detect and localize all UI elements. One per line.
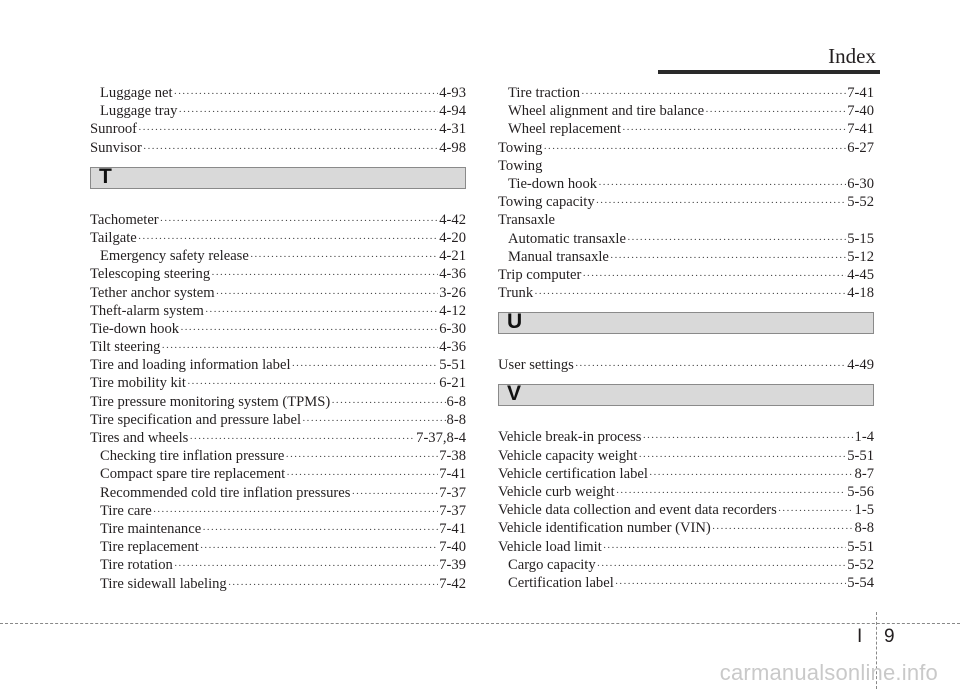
index-entry-page: 7-37 xyxy=(439,484,466,501)
index-entry-page: 7-42 xyxy=(439,575,466,592)
index-entry-label: Tachometer xyxy=(90,211,159,228)
dot-leader xyxy=(603,539,846,557)
index-entry-label: User settings xyxy=(498,357,574,374)
index-entry-label: Tie-down hook xyxy=(508,175,598,192)
index-entry xyxy=(90,120,466,138)
index-entry-page: 5-51 xyxy=(847,447,874,464)
index-entry-page: 6-21 xyxy=(439,375,466,392)
index-entry-label: Vehicle identification number (VIN) xyxy=(498,520,711,537)
index-entry-page: 4-20 xyxy=(439,229,466,246)
index-entry-page: 7-41 xyxy=(847,121,874,138)
index-column-left xyxy=(90,84,466,593)
dot-leader xyxy=(638,448,846,466)
index-entry xyxy=(90,338,466,356)
index-entry-label: Wheel alignment and tire balance xyxy=(508,103,705,120)
dot-leader xyxy=(174,557,438,575)
index-entry-page: 1-4 xyxy=(854,429,874,446)
index-entry-label: Telescoping steering xyxy=(90,266,211,283)
dot-leader xyxy=(649,466,854,484)
index-entry-page: 5-54 xyxy=(847,574,874,591)
index-entry xyxy=(498,465,874,483)
index-entry-page: 3-26 xyxy=(439,284,466,301)
dot-leader xyxy=(180,321,438,339)
index-entry-label: Vehicle data collection and event data recorders xyxy=(498,502,777,519)
index-entry-label: Cargo capacity xyxy=(508,556,596,573)
index-entry-label: Emergency safety release xyxy=(100,248,249,265)
index-entry-label: Tether anchor system xyxy=(90,284,215,301)
index-entry-label: Luggage tray xyxy=(100,103,178,120)
dot-leader xyxy=(622,121,846,139)
index-entry-page: 7-37 xyxy=(439,502,466,519)
index-entry-label: Tire specification and pressure label xyxy=(90,411,302,428)
index-entry-label: Tires and wheels xyxy=(90,430,189,446)
index-entry-label: Manual transaxle xyxy=(508,248,609,265)
index-entry xyxy=(498,519,874,537)
index-entry-label: Trunk xyxy=(498,285,534,302)
index-entry xyxy=(90,229,466,247)
index-entry-page: 7-40 xyxy=(439,539,466,556)
dot-leader xyxy=(582,267,846,285)
footer-page-number: 9 xyxy=(884,626,895,647)
index-entry xyxy=(90,447,466,465)
index-entry xyxy=(90,265,466,283)
index-entry-page: 7-41 xyxy=(439,466,466,483)
index-entry xyxy=(498,139,874,157)
index-entry-label: Vehicle load limit xyxy=(498,538,602,555)
index-entry-page: 4-21 xyxy=(439,248,466,265)
index-entry-page: 5-52 xyxy=(847,194,874,211)
dot-leader xyxy=(189,430,415,448)
section-header-v xyxy=(498,384,874,406)
index-entry xyxy=(90,139,466,157)
index-column-right xyxy=(498,84,874,592)
dot-leader xyxy=(174,85,439,103)
index-entry xyxy=(90,465,466,483)
index-entry-label: Tailgate xyxy=(90,229,137,246)
index-entry-label: Sunroof xyxy=(90,121,138,138)
dot-leader xyxy=(202,521,438,539)
index-entry xyxy=(498,447,874,465)
index-entry-page: 1-5 xyxy=(854,502,874,519)
index-entry xyxy=(90,84,466,102)
index-entry-label: Towing capacity xyxy=(498,194,595,211)
footer-section-label: I xyxy=(857,626,863,647)
index-entry-label: Tire replacement xyxy=(100,539,199,556)
index-entry-label: Luggage net xyxy=(100,85,173,101)
dot-leader xyxy=(778,502,854,520)
dot-leader xyxy=(292,357,439,375)
page-header-title: Index xyxy=(828,44,876,68)
index-entry xyxy=(498,175,874,193)
index-entry xyxy=(498,284,874,302)
index-entry xyxy=(498,157,874,175)
index-entry xyxy=(90,556,466,574)
index-entry-page: 5-56 xyxy=(847,484,874,500)
index-entry-label: Theft-alarm system xyxy=(90,302,204,319)
index-entry xyxy=(90,393,466,411)
index-entry xyxy=(498,193,874,211)
index-entry-page: 4-36 xyxy=(439,266,466,283)
dot-leader xyxy=(161,339,438,357)
index-entry-label: Tire sidewall labeling xyxy=(100,575,227,592)
index-entry-label: Tire rotation xyxy=(100,557,173,574)
dot-leader xyxy=(331,394,445,412)
dot-leader xyxy=(597,557,847,575)
index-entry-label: Tire maintenance xyxy=(100,520,202,537)
index-entry xyxy=(90,302,466,320)
index-entry xyxy=(498,428,874,446)
index-entry-label: Vehicle break-in process xyxy=(498,429,642,446)
dot-leader xyxy=(200,539,438,557)
section-letter: T xyxy=(99,164,112,188)
index-entry-page: 6-30 xyxy=(847,175,874,192)
index-entry-page: 4-31 xyxy=(439,121,466,138)
index-entry-page: 5-15 xyxy=(847,230,874,247)
dot-leader xyxy=(642,429,853,447)
dot-leader xyxy=(615,575,846,593)
index-entry xyxy=(498,211,874,229)
index-entry xyxy=(498,538,874,556)
index-entry-label: Vehicle capacity weight xyxy=(498,447,638,464)
index-entry-label: Towing xyxy=(498,139,543,156)
index-entry xyxy=(90,411,466,429)
index-entry-label: Compact spare tire replacement xyxy=(100,466,286,483)
header-rule xyxy=(658,70,880,74)
index-entry-page: 4-18 xyxy=(847,285,874,302)
index-entry-label: Tie-down hook xyxy=(90,320,180,337)
index-entry-page: 6-27 xyxy=(847,139,874,156)
index-entry-label: Tire mobility kit xyxy=(90,375,186,392)
index-entry-label: Tire traction xyxy=(508,85,581,101)
dot-leader xyxy=(712,520,854,538)
index-entry xyxy=(90,429,466,447)
index-entry xyxy=(498,556,874,574)
index-entry xyxy=(90,247,466,265)
index-entry-page: 4-94 xyxy=(439,103,466,120)
index-entry-page: 8-8 xyxy=(854,520,874,537)
dot-leader xyxy=(581,85,846,103)
watermark: carmanualsonline.info xyxy=(719,660,938,685)
index-entry xyxy=(498,102,874,120)
index-entry-page: 8-8 xyxy=(446,411,466,428)
index-entry-page: 4-36 xyxy=(439,339,466,356)
index-entry xyxy=(90,502,466,520)
dot-leader xyxy=(143,140,438,158)
dot-leader xyxy=(187,375,438,393)
index-entry xyxy=(90,520,466,538)
index-entry-label: Vehicle curb weight xyxy=(498,484,615,500)
index-entry-page: 8-7 xyxy=(854,465,874,482)
index-entry-label: Certification label xyxy=(508,574,614,591)
section-letter: V xyxy=(507,382,522,406)
index-entry xyxy=(498,574,874,592)
index-entry-page: 7-41 xyxy=(439,520,466,537)
section-header-t xyxy=(90,164,466,189)
index-entry xyxy=(498,483,874,501)
index-entry-label: Tilt steering xyxy=(90,339,161,356)
dot-leader xyxy=(286,466,438,484)
index-entry-label: Towing xyxy=(498,157,543,174)
footer-divider xyxy=(0,623,960,624)
index-entry-label: Tire pressure monitoring system (TPMS) xyxy=(90,393,331,410)
index-entry-label: Checking tire inflation pressure xyxy=(100,448,285,465)
index-entry xyxy=(90,211,466,229)
index-entry-page: 4-42 xyxy=(439,211,466,228)
dot-leader xyxy=(250,248,438,266)
index-entry-page: 7-38 xyxy=(439,448,466,465)
index-entry-page: 4-45 xyxy=(847,266,874,283)
index-entry-label: Tire and loading information label xyxy=(90,357,291,374)
index-entry-label: Vehicle certification label xyxy=(498,465,648,482)
index-entry-page: 4-98 xyxy=(439,139,466,156)
index-entry-label: Transaxle xyxy=(498,212,556,229)
dot-leader xyxy=(228,576,439,594)
index-entry-page: 6-8 xyxy=(446,393,466,410)
index-entry xyxy=(498,84,874,102)
index-entry xyxy=(498,266,874,284)
dot-leader xyxy=(211,266,438,284)
index-entry xyxy=(90,374,466,392)
index-entry-page: 4-93 xyxy=(439,85,466,101)
index-entry-page: 6-30 xyxy=(439,320,466,337)
dot-leader xyxy=(543,140,846,158)
index-entry-page: 5-52 xyxy=(847,556,874,573)
index-entry-page: 7-40 xyxy=(847,103,874,120)
dot-leader xyxy=(627,231,846,249)
dot-leader xyxy=(138,121,438,139)
dot-leader xyxy=(153,503,439,521)
index-entry-label: Tire care xyxy=(100,502,152,519)
dot-leader xyxy=(138,230,438,248)
dot-leader xyxy=(302,412,446,430)
index-entry xyxy=(90,284,466,302)
dot-leader xyxy=(351,485,438,503)
dot-leader xyxy=(575,357,846,375)
dot-leader xyxy=(534,285,846,303)
index-entry-label: Automatic transaxle xyxy=(508,230,626,247)
index-entry-page: 7-37,8-4 xyxy=(416,430,466,446)
index-entry xyxy=(498,120,874,138)
section-letter: U xyxy=(507,310,523,334)
dot-leader xyxy=(216,285,439,303)
index-entry-page: 5-51 xyxy=(847,538,874,555)
index-entry-label: Sunvisor xyxy=(90,139,142,156)
dot-leader xyxy=(178,103,438,121)
index-entry xyxy=(498,501,874,519)
index-entry xyxy=(90,484,466,502)
dot-leader xyxy=(705,103,846,121)
dot-leader xyxy=(596,194,847,212)
dot-leader xyxy=(205,303,438,321)
index-entry-page: 4-12 xyxy=(439,302,466,319)
index-entry-page: 5-51 xyxy=(439,357,466,374)
index-entry-page: 5-12 xyxy=(847,248,874,265)
index-entry xyxy=(90,538,466,556)
dot-leader xyxy=(610,249,846,267)
index-entry-label: Recommended cold tire inflation pressures xyxy=(100,484,351,501)
index-entry xyxy=(498,248,874,266)
dot-leader xyxy=(598,176,846,194)
index-entry xyxy=(90,320,466,338)
dot-leader xyxy=(160,212,439,230)
dot-leader xyxy=(616,484,847,502)
section-header-u xyxy=(498,312,874,334)
index-entry xyxy=(90,575,466,593)
index-entry-page: 4-49 xyxy=(847,357,874,374)
dot-leader xyxy=(285,448,438,466)
index-entry xyxy=(90,356,466,374)
index-entry xyxy=(498,356,874,374)
index-entry-label: Trip computer xyxy=(498,266,582,283)
index-entry xyxy=(498,230,874,248)
index-entry xyxy=(90,102,466,120)
index-entry-page: 7-41 xyxy=(847,85,874,101)
index-entry-label: Wheel replacement xyxy=(508,121,622,138)
index-entry-page: 7-39 xyxy=(439,557,466,574)
